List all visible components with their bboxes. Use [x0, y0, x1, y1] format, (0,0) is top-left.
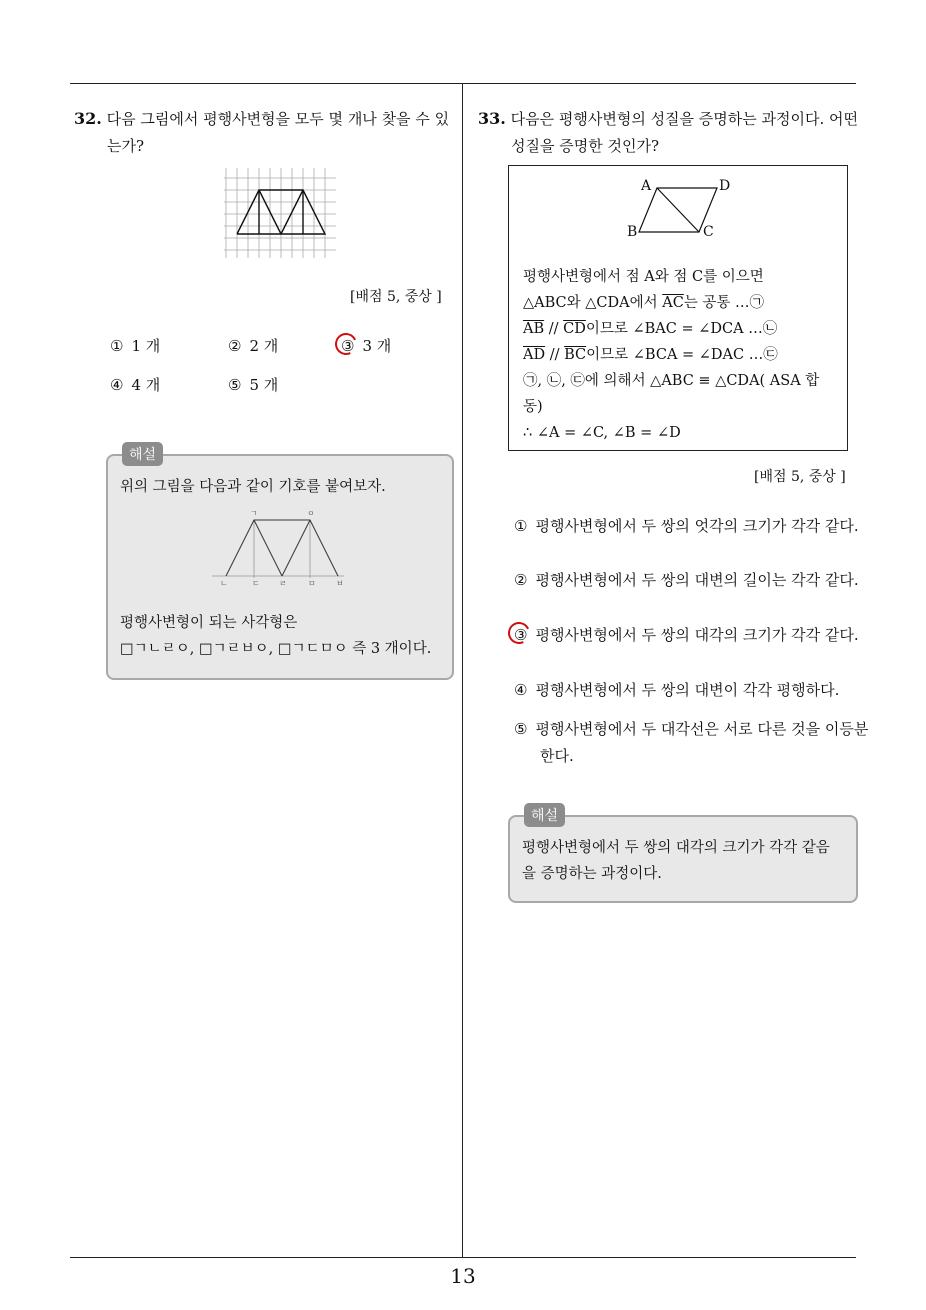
proof-line-6: 동) [523, 399, 543, 415]
column-divider [462, 83, 463, 1258]
q33-solution-box [508, 808, 858, 903]
proof-line-4: $\overline{AD} // \overline{BC}$이므로 ∠BCA = ∠DAC …㉢ [523, 347, 778, 363]
q32-option-3[interactable] [341, 335, 391, 356]
label-giyeok: ㄱ [250, 509, 258, 518]
q33-option-5-label: 평행사변형에서 두 대각선은 서로 다른 것을 이등분한다. [535, 720, 869, 765]
q33-option-4-num: ④ [514, 681, 528, 699]
q33-option-5[interactable] [514, 716, 876, 770]
q32-option-3-num: ③ [341, 337, 354, 355]
q33-proof-lines [523, 264, 819, 446]
q33-option-5-num: ⑤ [514, 720, 528, 738]
q32-solution-line1: 위의 그림을 다음과 같이 기호를 붙여보자. [120, 479, 386, 495]
label-ieung: ㅇ [307, 509, 315, 518]
q33-parallelogram-figure [619, 174, 739, 244]
top-rule [70, 83, 856, 84]
bottom-rule [70, 1257, 856, 1258]
q33-meta: [배점 5, 중상 ] [754, 469, 846, 485]
q33-proof-box [508, 165, 848, 451]
proof-line-7: ∴ ∠A = ∠C, ∠B = ∠D [523, 425, 681, 441]
q32-option-5-num: ⑤ [228, 376, 242, 394]
proof-line-1: 평행사변형에서 점 A와 점 C를 이으면 [523, 269, 764, 285]
q32-number: 32. [74, 109, 102, 128]
label-d: D [719, 178, 731, 194]
q32-option-2[interactable] [228, 335, 278, 356]
q32-option-5[interactable] [228, 374, 278, 395]
q32-option-3-label: 3 개 [362, 337, 392, 355]
q32-text-line1: 다음 그림에서 평행사변형을 모두 몇 개나 찾을 수 있 [106, 110, 450, 128]
label-mieum: ㅁ [308, 579, 316, 586]
proof-line-2: △ABC와 △CDA에서 $\overline{AC}$는 공통 …㉠ [523, 295, 765, 311]
label-b: B [627, 224, 638, 240]
q33-option-2-label: 평행사변형에서 두 쌍의 대변의 길이는 각각 같다. [535, 571, 859, 589]
label-c: C [703, 224, 714, 240]
q33-option-3-label: 평행사변형에서 두 쌍의 대각의 크기가 각각 같다. [535, 626, 859, 644]
q32-option-2-num: ② [228, 337, 242, 355]
q32-meta: [배점 5, 중상 ] [350, 289, 442, 305]
label-a: A [641, 178, 652, 194]
q32-grid-figure [224, 168, 336, 258]
q33-option-3-num: ③ [514, 626, 527, 644]
q33-number: 33. [478, 109, 506, 128]
proof-line-5: ㉠, ㉡, ㉢에 의해서 △ABC ≡ △CDA( ASA 합 [523, 373, 820, 389]
q33-solution-line2: 을 증명하는 과정이다. [522, 866, 662, 882]
q32-option-2-label: 2 개 [249, 337, 279, 355]
q32-solution-box [106, 447, 454, 680]
q33-solution-line1: 평행사변형에서 두 쌍의 대각의 크기가 각각 같음 [522, 840, 830, 856]
q32-option-1-label: 1 개 [131, 337, 161, 355]
answer-mark-icon [332, 330, 360, 358]
page-number: 13 [450, 1264, 476, 1288]
q32-option-1[interactable] [110, 335, 160, 356]
q33-option-1-label: 평행사변형에서 두 쌍의 엇각의 크기가 각각 같다. [535, 517, 859, 535]
q32-option-4-num: ④ [110, 376, 124, 394]
q32-option-4[interactable] [110, 374, 160, 395]
label-rieul: ㄹ [279, 579, 287, 586]
q32-text-line2: 는가? [107, 137, 145, 155]
answer-mark-icon [505, 619, 533, 647]
q33-text-line1: 다음은 평행사변형의 성질을 증명하는 과정이다. 어떤 [510, 110, 859, 128]
q33-text-line2: 성질을 증명한 것인가? [511, 137, 659, 155]
q32-question [74, 105, 459, 160]
q33-option-2[interactable] [514, 567, 876, 594]
q33-question [478, 105, 863, 160]
q33-option-3[interactable] [514, 622, 876, 649]
label-bieup: ㅂ [336, 579, 344, 586]
q32-option-5-label: 5 개 [249, 376, 279, 394]
q33-option-1[interactable] [514, 513, 876, 540]
label-digeut: ㄷ [252, 579, 260, 586]
q33-option-1-num: ① [514, 517, 528, 535]
q33-solution-tab: 해설 [524, 803, 565, 827]
q33-option-4-label: 평행사변형에서 두 쌍의 대변이 각각 평행하다. [535, 681, 840, 699]
q32-solution-figure [212, 506, 348, 586]
q33-option-2-num: ② [514, 571, 528, 589]
q32-option-4-label: 4 개 [131, 376, 161, 394]
grid-lines [224, 168, 336, 258]
label-nieun: ㄴ [220, 579, 228, 586]
q32-solution-line2: 평행사변형이 되는 사각형은 [120, 615, 298, 631]
proof-line-3: $\overline{AB} // \overline{CD}$이므로 ∠BAC = ∠DCA …㉡ [523, 321, 778, 337]
q33-option-4[interactable] [514, 677, 876, 704]
q32-solution-tab: 해설 [122, 442, 163, 466]
q32-option-1-num: ① [110, 337, 124, 355]
q32-solution-line3: □ㄱㄴㄹㅇ, □ㄱㄹㅂㅇ, □ㄱㄷㅁㅇ 즉 3 개이다. [120, 641, 432, 657]
